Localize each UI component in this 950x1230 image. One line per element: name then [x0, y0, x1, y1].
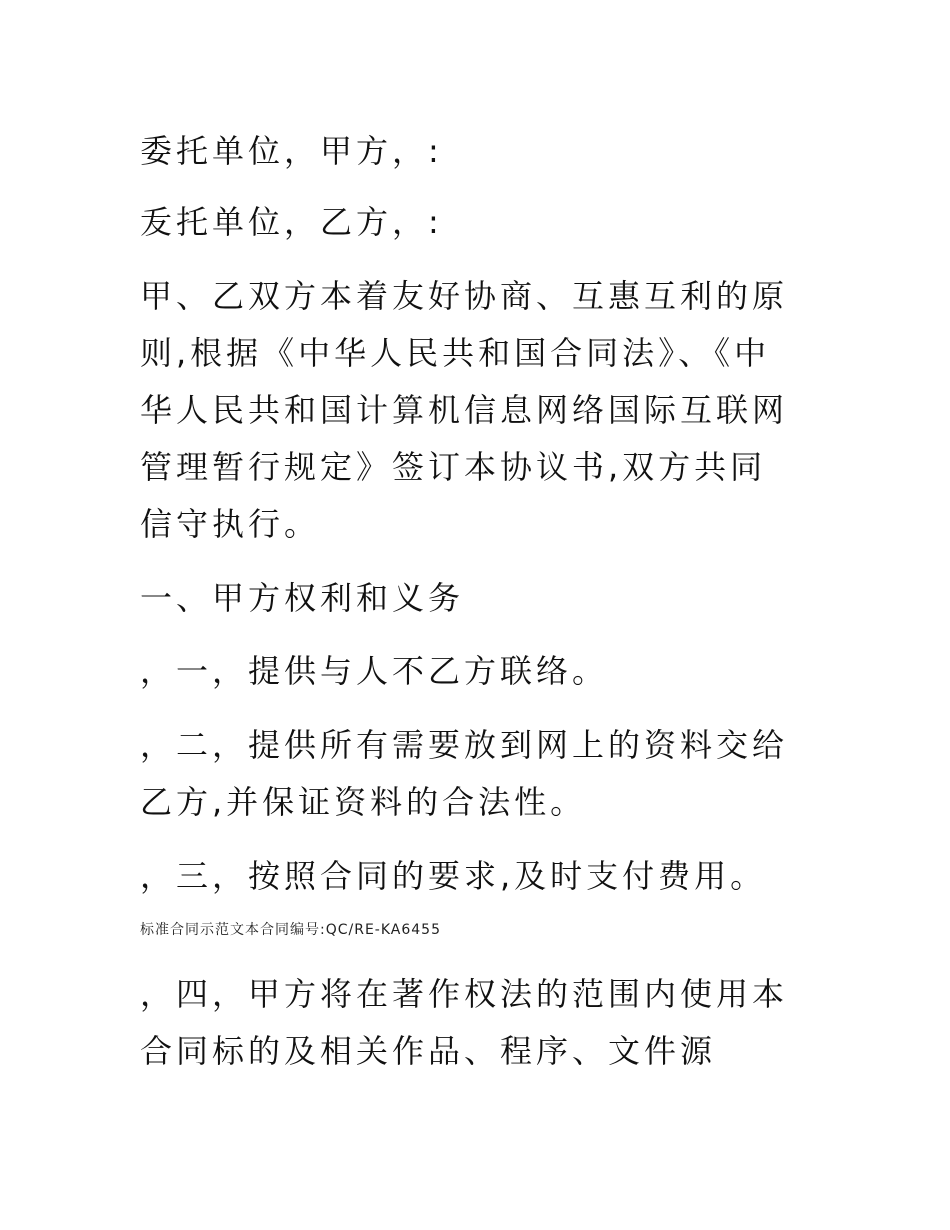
clause-3: ，三，按照合同的要求,及时支付费用。 [140, 857, 767, 895]
clause-4: ，四，甲方将在著作权法的范围内使用本合同标的及相关作品、程序、文件源 [140, 975, 789, 1070]
clause-1: ，一，提供与人不乙方联络。 [140, 652, 609, 690]
agreement-preamble: 甲、乙双方本着友好协商、互惠互利的原则,根据《中华人民共和国合同法》、《中华人民共和国计算机信息网络国际互联网管理暂行规定》签订本协议书,双方共同信守执行。 [140, 277, 789, 543]
client-party-a-line: 委托单位，甲方，: [140, 132, 443, 170]
contractor-party-b-line: 叐托单位，乙方，: [140, 203, 443, 241]
section-heading-party-a-rights: 一、甲方权利和义务 [140, 579, 465, 617]
clause-2: ，二，提供所有需要放到网上的资料交给乙方,并保证资料的合法性。 [140, 726, 789, 821]
contract-number-label: 标准合同示范文本合同编号:QC/RE-KA6455 [140, 922, 441, 938]
